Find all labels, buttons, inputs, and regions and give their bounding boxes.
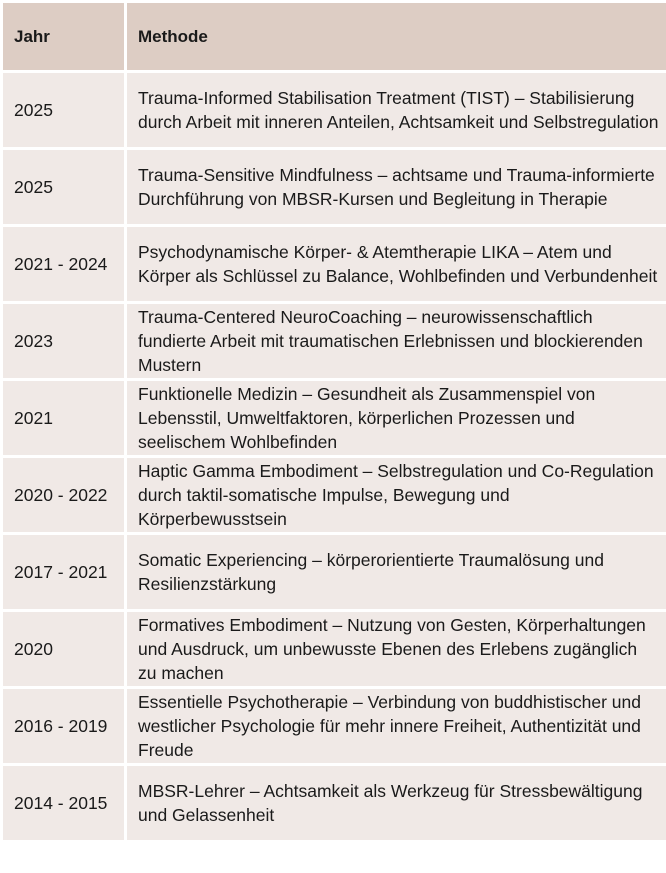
table-row bbox=[2, 72, 666, 149]
cell-method: Somatic Experiencing – körperorientierte Traumalösung und Resilienzstärkung bbox=[126, 534, 666, 611]
table-row bbox=[2, 226, 666, 303]
table-row bbox=[2, 380, 666, 457]
column-header-method: Methode bbox=[126, 2, 666, 72]
table-row bbox=[2, 688, 666, 765]
column-header-year: Jahr bbox=[2, 2, 126, 72]
cell-year: 2014 - 2015 bbox=[2, 765, 126, 842]
cell-year: 2016 - 2019 bbox=[2, 688, 126, 765]
cell-method: Trauma-Sensitive Mindfulness – achtsame und Trauma-informierte Durchführung von MBSR-Kursen und Begleitung in Therapie bbox=[126, 149, 666, 226]
cell-year: 2025 bbox=[2, 149, 126, 226]
cell-year: 2017 - 2021 bbox=[2, 534, 126, 611]
cell-year: 2023 bbox=[2, 303, 126, 380]
table-row bbox=[2, 303, 666, 380]
table-row bbox=[2, 149, 666, 226]
cell-year: 2021 - 2024 bbox=[2, 226, 126, 303]
table-header-row bbox=[2, 2, 666, 72]
cell-method: MBSR-Lehrer – Achtsamkeit als Werkzeug für Stressbewältigung und Gelassenheit bbox=[126, 765, 666, 842]
cell-method: Haptic Gamma Embodiment – Selbstregulation und Co-Regulation durch taktil-somatische Impulse, Bewegung und Körperbewusstsein bbox=[126, 457, 666, 534]
cell-method: Trauma-Informed Stabilisation Treatment (TIST) – Stabilisierung durch Arbeit mit inneren Anteilen, Achtsamkeit und Selbstregulation bbox=[126, 72, 666, 149]
table-row bbox=[2, 611, 666, 688]
cell-year: 2020 - 2022 bbox=[2, 457, 126, 534]
cell-year: 2025 bbox=[2, 72, 126, 149]
table-row bbox=[2, 457, 666, 534]
cell-method: Essentielle Psychotherapie – Verbindung von buddhistischer und westlicher Psychologie für mehr innere Freiheit, Authentizität und Freude bbox=[126, 688, 666, 765]
table-row bbox=[2, 534, 666, 611]
cell-year: 2020 bbox=[2, 611, 126, 688]
cell-method: Formatives Embodiment – Nutzung von Gesten, Körperhaltungen und Ausdruck, um unbewusste Ebenen des Erlebens zugänglich zu machen bbox=[126, 611, 666, 688]
cell-method: Funktionelle Medizin – Gesundheit als Zusammenspiel von Lebensstil, Umweltfaktoren, körperlichen Prozessen und seelischem Wohlbefinden bbox=[126, 380, 666, 457]
cell-method: Trauma-Centered NeuroCoaching – neurowissenschaftlich fundierte Arbeit mit traumatischen Erlebnissen und blockierenden Mustern bbox=[126, 303, 666, 380]
cell-method: Psychodynamische Körper- & Atemtherapie LIKA – Atem und Körper als Schlüssel zu Balance, Wohlbefinden und Verbundenheit bbox=[126, 226, 666, 303]
cell-year: 2021 bbox=[2, 380, 126, 457]
table-row bbox=[2, 765, 666, 842]
